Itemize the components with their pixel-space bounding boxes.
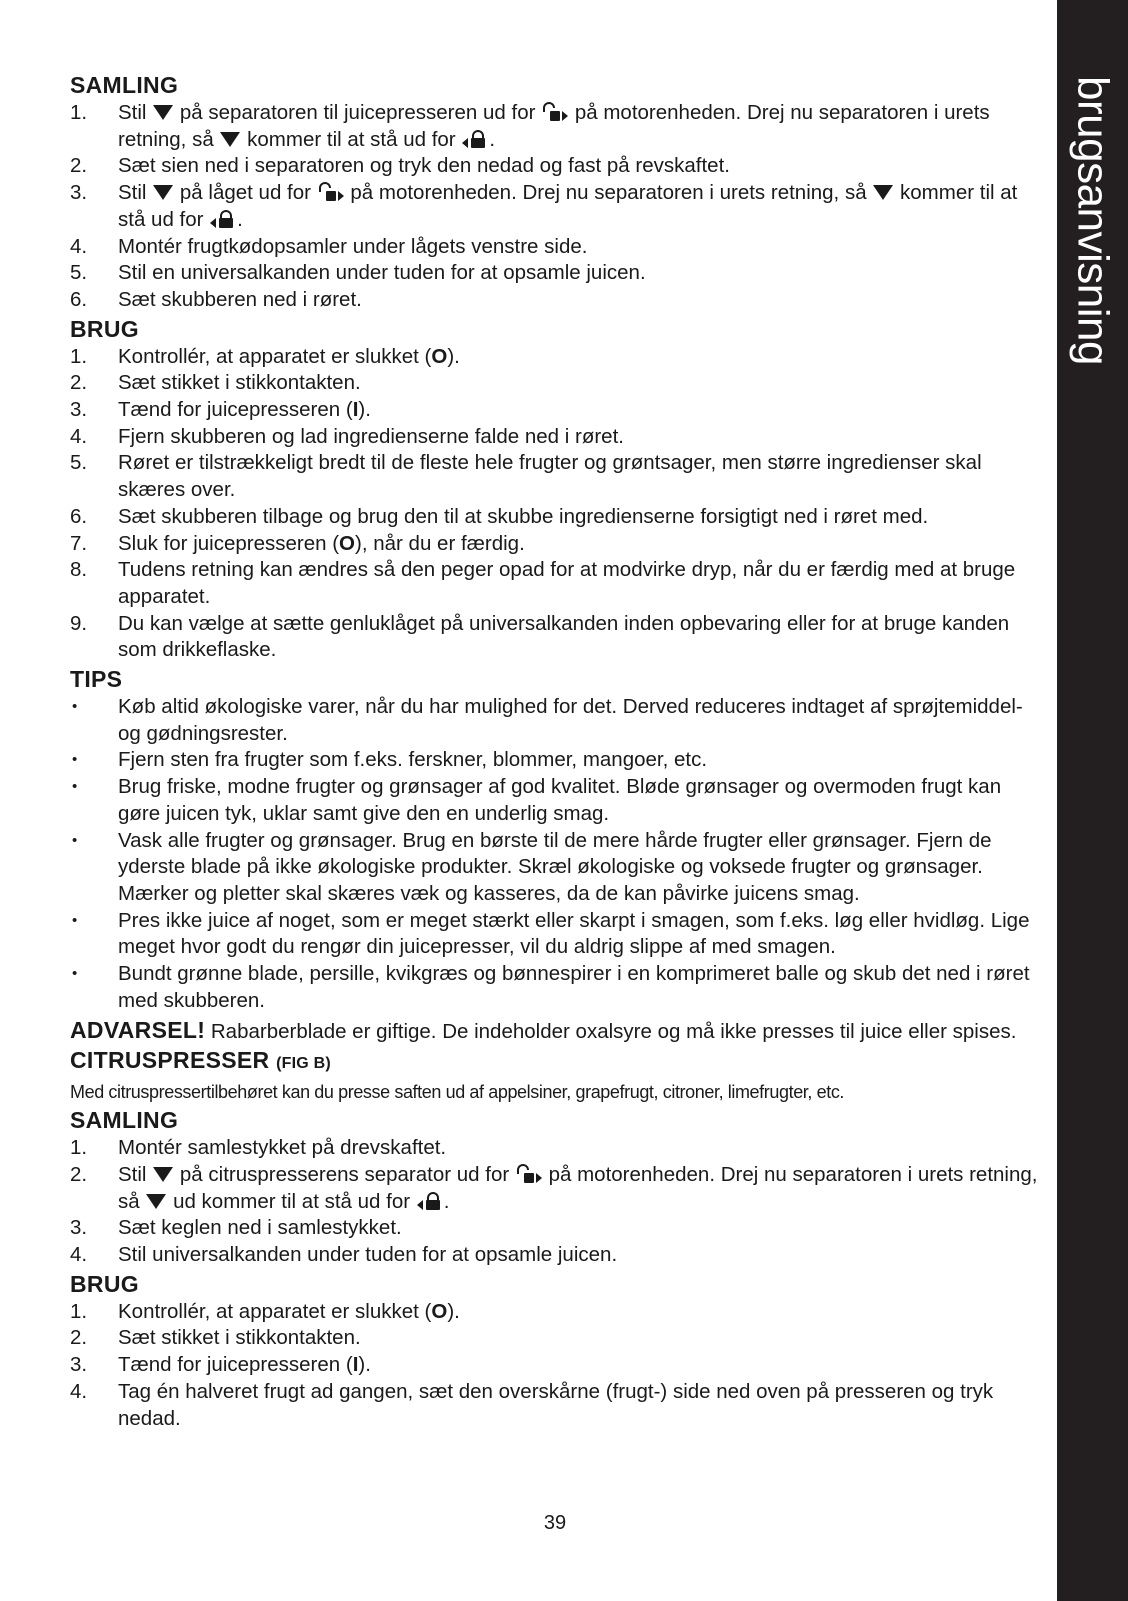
list-item: • Vask alle frugter og grønsager. Brug en børste til de mere hårde frugter eller grønsager. Fjern de yderste blade på ikke økologiske produkter. Skræl økologiske og voksede frugter og grønsager. Mærker og pletter skal skæres væk og kasseres, da de kan påvirke juicens smag. xyxy=(72,828,992,905)
figure-reference: (FIG B) xyxy=(276,1055,331,1073)
lock-icon xyxy=(416,1191,444,1211)
item-number: 2. xyxy=(70,1162,88,1186)
item-number: 3. xyxy=(70,181,88,205)
item-number: 2. xyxy=(70,371,88,395)
item-number: 8. xyxy=(70,558,88,582)
list-item: 8. Tudens retning kan ændres så den peger opad for at modvirke dryp, når du er færdig med at bruge apparatet. xyxy=(70,558,1016,608)
bullet: • xyxy=(72,831,78,849)
off-symbol: O xyxy=(339,531,355,555)
bullet: • xyxy=(72,698,78,716)
item-number: 2. xyxy=(70,1326,88,1350)
item-number: 3. xyxy=(70,1216,88,1240)
bullet: • xyxy=(72,778,78,796)
off-symbol: O xyxy=(431,344,448,368)
list-item: 3. Tænd for juicepresseren (I). xyxy=(70,397,1040,424)
triangle-marker-icon xyxy=(872,183,894,201)
item-number: 4. xyxy=(70,234,88,258)
list-item: 4. Stil universalkanden under tuden for at opsamle juicen. xyxy=(70,1242,1040,1269)
bullet: • xyxy=(72,751,78,769)
unlock-icon xyxy=(515,1164,543,1184)
list-item: 3. Sæt keglen ned i samlestykket. xyxy=(70,1215,1040,1242)
samling-citrus-list xyxy=(70,1135,1040,1269)
item-number: 4. xyxy=(70,1379,88,1403)
list-item: • Fjern sten fra frugter som f.eks. ferskner, blommer, mangoer, etc. xyxy=(70,747,1040,774)
side-tab xyxy=(1057,0,1128,1601)
list-item: 5. Stil en universalkanden under tuden for at opsamle juicen. xyxy=(70,260,1040,287)
lock-icon xyxy=(209,209,237,229)
list-item: 3. Tænd for juicepresseren (I). xyxy=(70,1352,1040,1379)
samling-list xyxy=(70,100,1040,314)
item-number: 9. xyxy=(70,611,88,635)
item-number: 1. xyxy=(70,1136,88,1160)
side-tab-label: brugsanvisning xyxy=(1068,76,1118,365)
section-heading-brug: BRUG xyxy=(70,315,139,342)
item-number: 3. xyxy=(70,398,88,422)
triangle-marker-icon xyxy=(145,1192,167,1210)
section-heading-citruspresser: CITRUSPRESSER (FIG B) xyxy=(70,1047,331,1074)
list-item: 2. Sæt stikket i stikkontakten. xyxy=(70,1325,1040,1352)
brug-list xyxy=(70,344,1040,664)
section-heading-samling-citrus: SAMLING xyxy=(70,1107,179,1134)
list-item: 7. Sluk for juicepresseren (O), når du er færdig. xyxy=(70,531,1040,558)
item-number: 5. xyxy=(70,451,88,475)
list-item: 4. Fjern skubberen og lad ingredienserne falde ned i røret. xyxy=(70,424,1040,451)
list-item: 1. Stil på separatoren til juicepresseren ud for på motorenheden. Drej nu separatoren i urets retning, så kommer til at stå ud for . xyxy=(70,101,990,151)
item-number: 7. xyxy=(70,531,88,555)
list-item: 1. Kontrollér, at apparatet er slukket (O). xyxy=(70,1299,1040,1326)
on-symbol: I xyxy=(352,398,359,422)
citrus-intro: Med citruspressertilbehøret kan du presse saften ud af appelsiner, grapefrugt, citroner, limefrugter, etc. xyxy=(70,1082,845,1103)
bullet: • xyxy=(72,965,78,983)
brug-citrus-list xyxy=(70,1299,1040,1433)
list-item: • Pres ikke juice af noget, som er meget stærkt eller skarpt i smagen, som f.eks. løg eller hvidløg. Lige meget hvor godt du rengør din juicepresser, vil du aldrig slippe af med smagen. xyxy=(72,908,1030,959)
list-item: 1. Kontrollér, at apparatet er slukket (O). xyxy=(70,344,1040,371)
off-symbol: O xyxy=(431,1299,448,1323)
item-number: 6. xyxy=(70,287,88,311)
bullet: • xyxy=(72,911,78,929)
tips-list xyxy=(70,694,1040,1014)
triangle-marker-icon xyxy=(219,130,241,148)
list-item: 2. Sæt sien ned i separatoren og tryk den nedad og fast på revskaftet. xyxy=(70,153,1040,180)
lock-icon xyxy=(461,129,489,149)
list-item: • Køb altid økologiske varer, når du har mulighed for det. Derved reduceres indtaget af sprøjtemiddel- og gødningsrester. xyxy=(72,695,1023,745)
item-number: 4. xyxy=(70,1243,88,1267)
list-item: 5. Røret er tilstrækkeligt bredt til de fleste hele frugter og grøntsager, men større ingredienser skal skæres over. xyxy=(70,451,982,502)
item-number: 4. xyxy=(70,424,88,448)
section-heading-brug-citrus: BRUG xyxy=(70,1270,139,1297)
item-number: 1. xyxy=(70,101,88,124)
warning-text: Rabarberblade er giftige. De indeholder oxalsyre og må ikke presses til juice eller spises. xyxy=(205,1019,1017,1043)
unlock-icon xyxy=(317,182,345,202)
unlock-icon xyxy=(541,102,569,122)
section-heading-samling: SAMLING xyxy=(70,72,179,98)
document-content xyxy=(70,70,1040,1432)
list-item: 4. Tag én halveret frugt ad gangen, sæt den overskårne (frugt-) side ned oven på presseren og tryk nedad. xyxy=(70,1379,994,1430)
section-heading-tips: TIPS xyxy=(70,666,123,693)
on-symbol: I xyxy=(352,1353,359,1377)
list-item: 9. Du kan vælge at sætte genluklåget på universalkanden inden opbevaring eller for at bruge kanden som drikkeflaske. xyxy=(70,611,1010,662)
triangle-marker-icon xyxy=(152,1165,174,1183)
list-item: • Brug friske, modne frugter og grønsager af god kvalitet. Bløde grønsager og overmoden frugt kan gøre juicen tyk, uklar samt give den en underlig smag. xyxy=(72,775,1002,825)
item-number: 2. xyxy=(70,154,88,178)
list-item: 2. Sæt stikket i stikkontakten. xyxy=(70,370,1040,397)
item-number: 1. xyxy=(70,344,88,368)
item-number: 3. xyxy=(70,1353,88,1377)
warning-paragraph xyxy=(70,1017,1040,1046)
triangle-marker-icon xyxy=(152,183,174,201)
warning-heading: ADVARSEL! xyxy=(70,1016,206,1043)
item-number: 5. xyxy=(70,261,88,285)
item-number: 1. xyxy=(70,1299,88,1323)
list-item: 3. Stil på låget ud for på motorenheden. Drej nu separatoren i urets retning, så kommer til at stå ud for . xyxy=(70,181,1018,231)
triangle-marker-icon xyxy=(152,103,174,121)
list-item: 6. Sæt skubberen ned i røret. xyxy=(70,287,1040,314)
item-number: 6. xyxy=(70,504,88,528)
list-item: 6. Sæt skubberen tilbage og brug den til at skubbe ingredienserne forsigtigt ned i røret med. xyxy=(70,504,1040,531)
list-item: 2. Stil på citruspresserens separator ud for på motorenheden. Drej nu separatoren i urets retning, så ud kommer til at stå ud for . xyxy=(70,1162,1038,1213)
page-number: 39 xyxy=(543,1512,567,1534)
list-item: • Bundt grønne blade, persille, kvikgræs og bønnespirer i en komprimeret balle og skub det ned i røret med skubberen. xyxy=(72,962,1030,1012)
page-footer xyxy=(0,1512,1128,1535)
list-item: 4. Montér frugtkødopsamler under lågets venstre side. xyxy=(70,234,1040,261)
list-item: 1. Montér samlestykket på drevskaftet. xyxy=(70,1135,1040,1162)
